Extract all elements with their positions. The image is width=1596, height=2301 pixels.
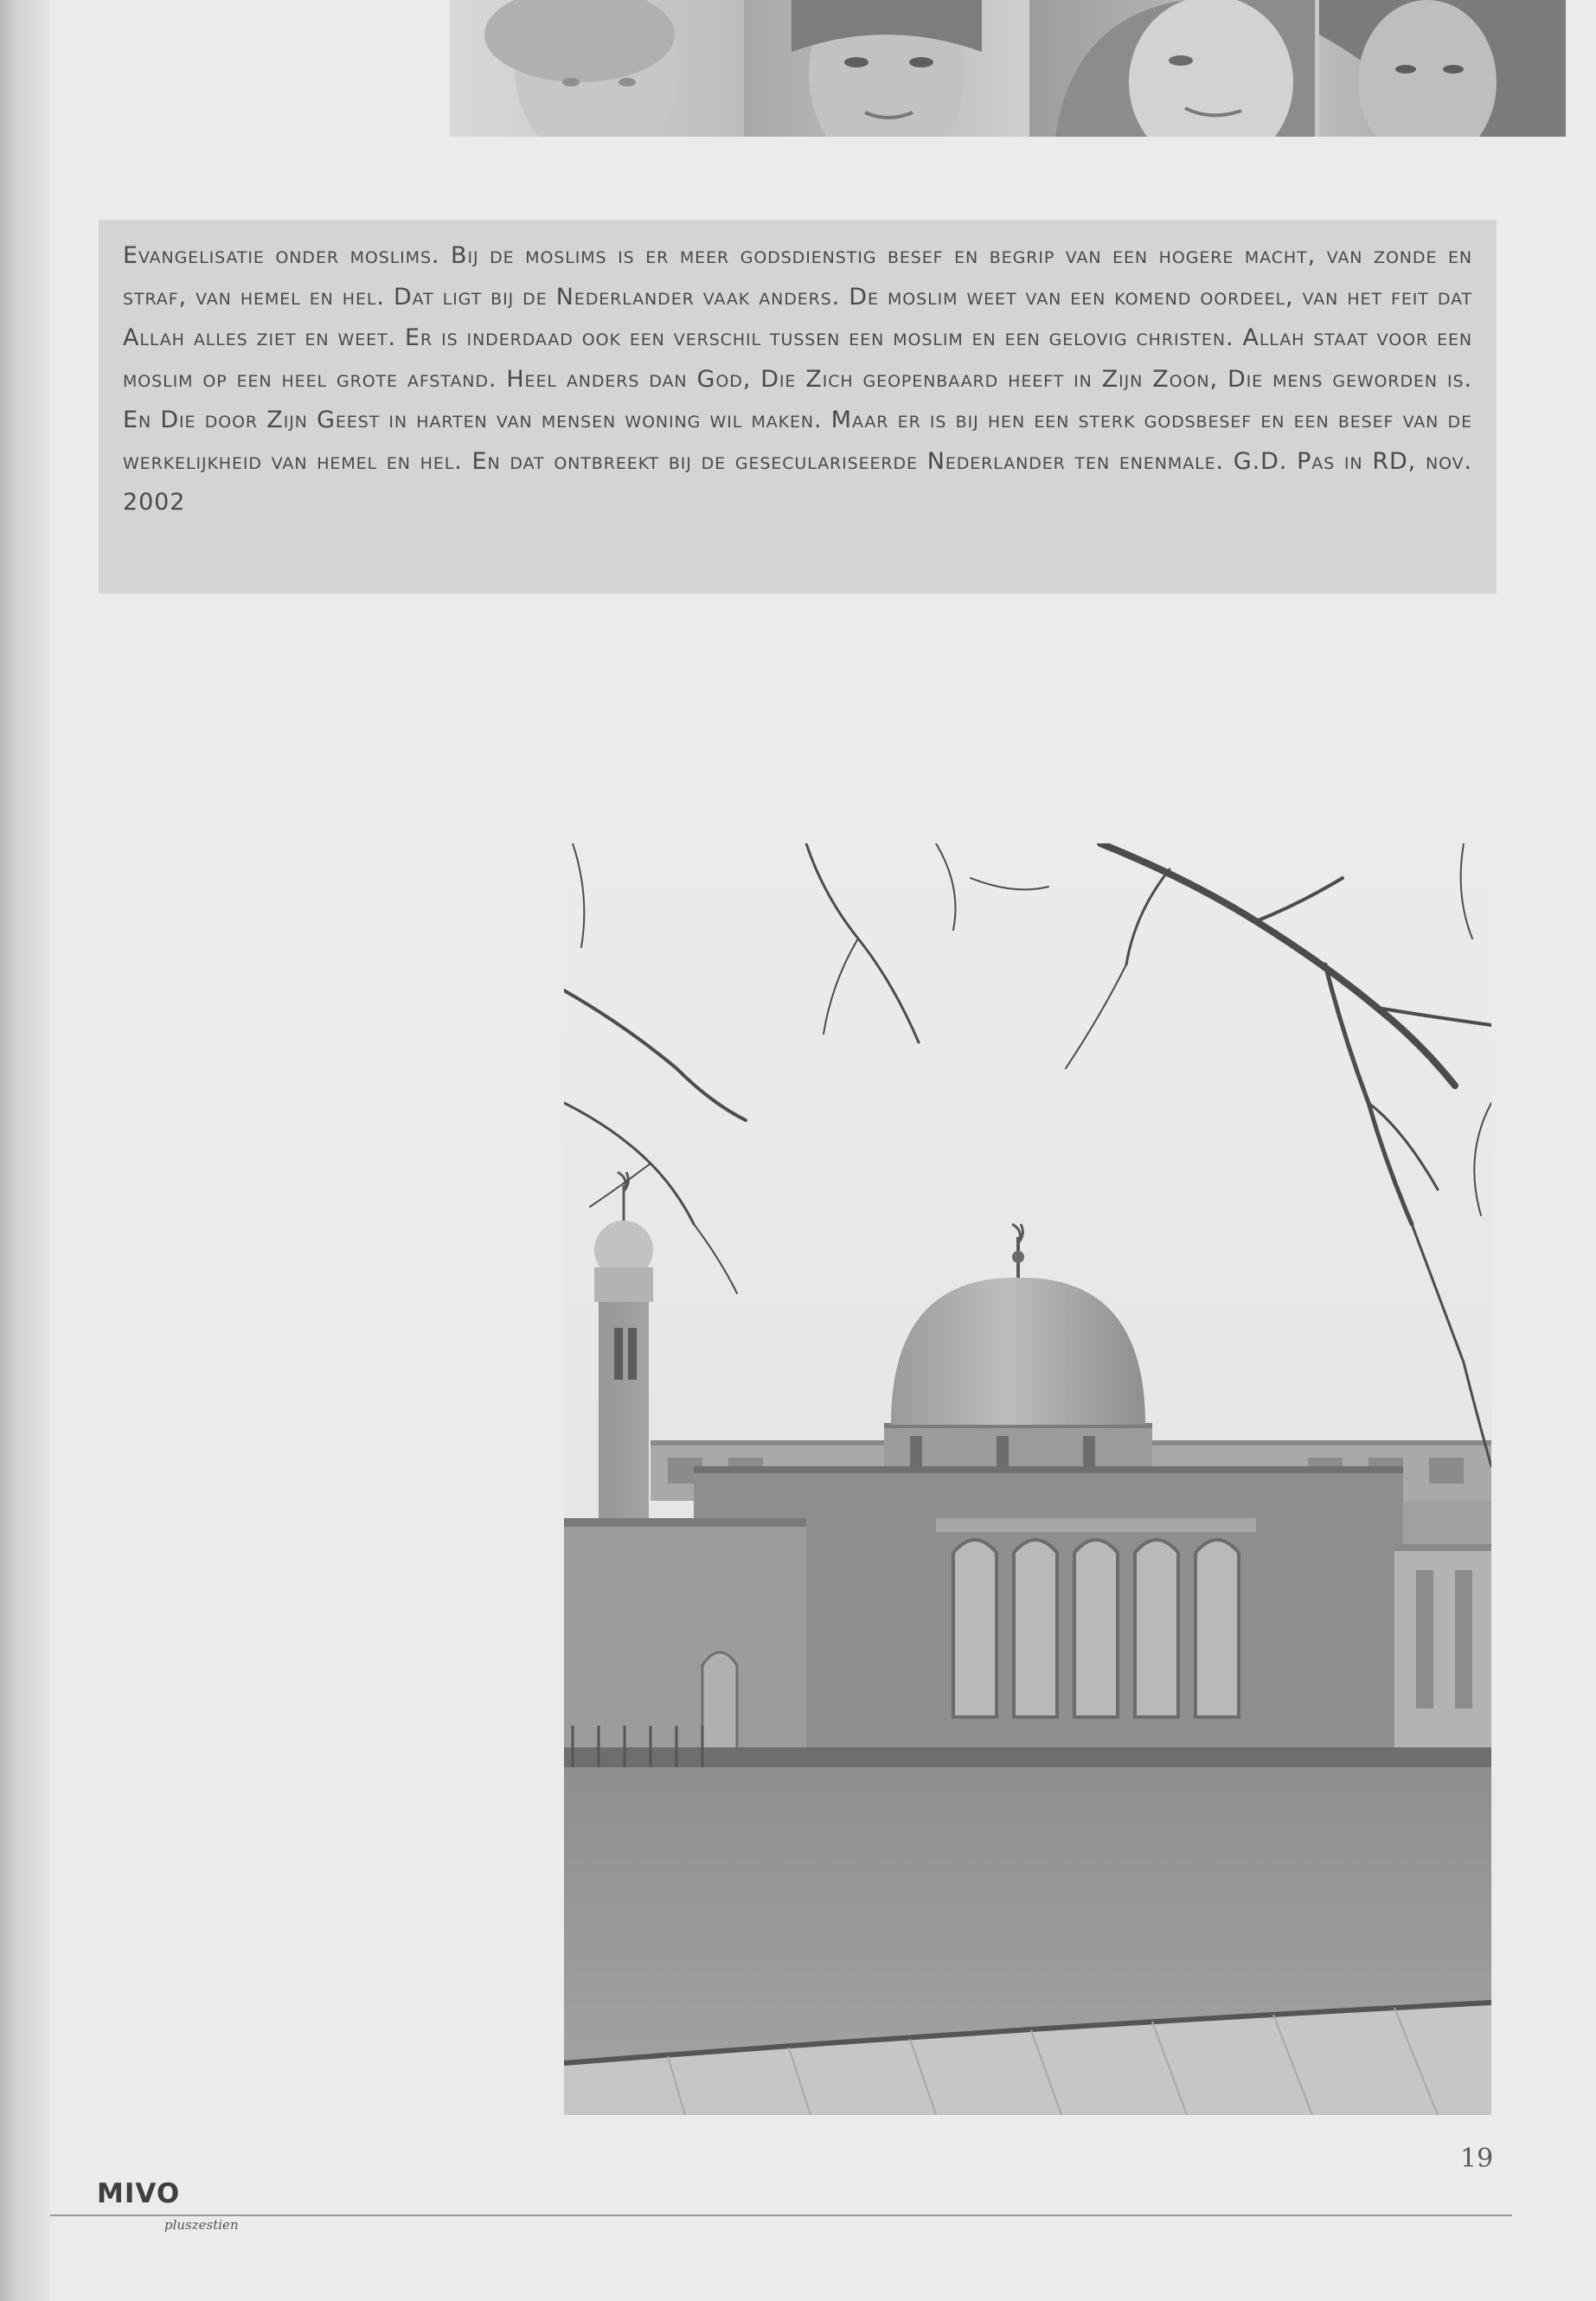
quote-box	[99, 220, 1497, 593]
portrait-photos-image	[450, 0, 1566, 137]
mosque-photo	[564, 843, 1491, 2115]
book-spine-shadow	[0, 0, 50, 2301]
quote-text: Evangelisatie onder moslims. Bij de moslims is er meer godsdienstig besef en begrip van een hogere macht, van zonde en straf, van hemel en hel. Dat ligt bij de Nederlander vaak anders. De moslim weet van een komend oordeel, van het feit dat Allah alles ziet en weet. Er is inderdaad ook een verschil tussen een moslim en een gelovig christen. Allah staat voor een moslim op een heel grote afstand. Heel anders dan God, Die Zich geopenbaard heeft in Zijn Zoon, Die mens geworden is. En Die door Zijn Geest in harten van mensen woning wil maken. Maar er is bij hen een sterk godsbesef en een besef van de werkelijkheid van hemel en hel. En dat ontbreekt bij de geseculariseerde Nederlander ten enenmale. G.D. Pas in RD, nov. 2002	[123, 242, 1472, 516]
logo-subtitle: pluszestien	[164, 2217, 239, 2233]
page-number: 19	[1460, 2144, 1494, 2174]
portrait-photo-strip	[450, 0, 1566, 137]
mivo-logo: MIVO	[97, 2178, 181, 2209]
footer-rule	[50, 2214, 1512, 2216]
